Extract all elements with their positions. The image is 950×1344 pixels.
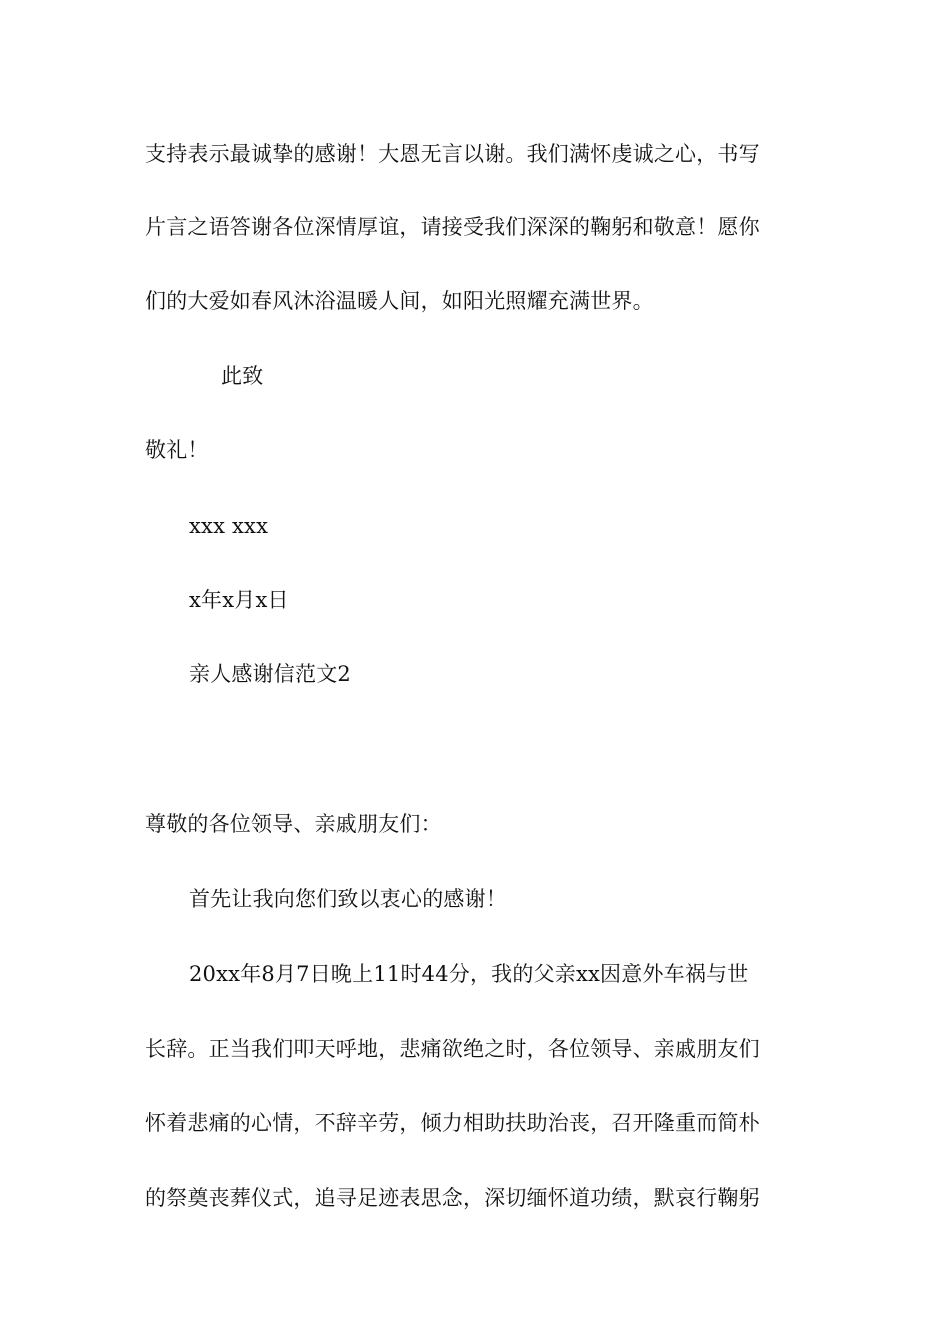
- paragraph-line: 支持表示最诚挚的感谢！大恩无言以谢。我们满怀虔诚之心，书写: [145, 142, 760, 166]
- paragraph-line: 20xx年8月7日晚上11时44分，我的父亲xx因意外车祸与世: [189, 962, 749, 986]
- paragraph-line: 的祭奠丧葬仪式，追寻足迹表思念，深切缅怀道功绩，默哀行鞠躬: [145, 1186, 760, 1210]
- section-heading: 亲人感谢信范文2: [189, 662, 351, 686]
- paragraph-line: 们的大爱如春风沐浴温暖人间，如阳光照耀充满世界。: [145, 289, 654, 313]
- signature: xxx xxx: [189, 514, 269, 538]
- signature-date: x年x月x日: [189, 588, 289, 612]
- paragraph-line: 片言之语答谢各位深情厚谊，请接受我们深深的鞠躬和敬意！愿你: [145, 215, 760, 239]
- paragraph-line: 长辞。正当我们叩天呼地，悲痛欲绝之时，各位领导、亲戚朋友们: [145, 1037, 760, 1061]
- closing-phrase: 此致: [221, 364, 264, 388]
- letter-salutation: 尊敬的各位领导、亲戚朋友们：: [145, 812, 442, 836]
- paragraph-line: 怀着悲痛的心情，不辞辛劳，倾力相助扶助治丧，召开隆重而简朴: [145, 1111, 760, 1135]
- opening-sentence: 首先让我向您们致以衷心的感谢！: [189, 887, 507, 911]
- closing-salute: 敬礼！: [145, 438, 209, 462]
